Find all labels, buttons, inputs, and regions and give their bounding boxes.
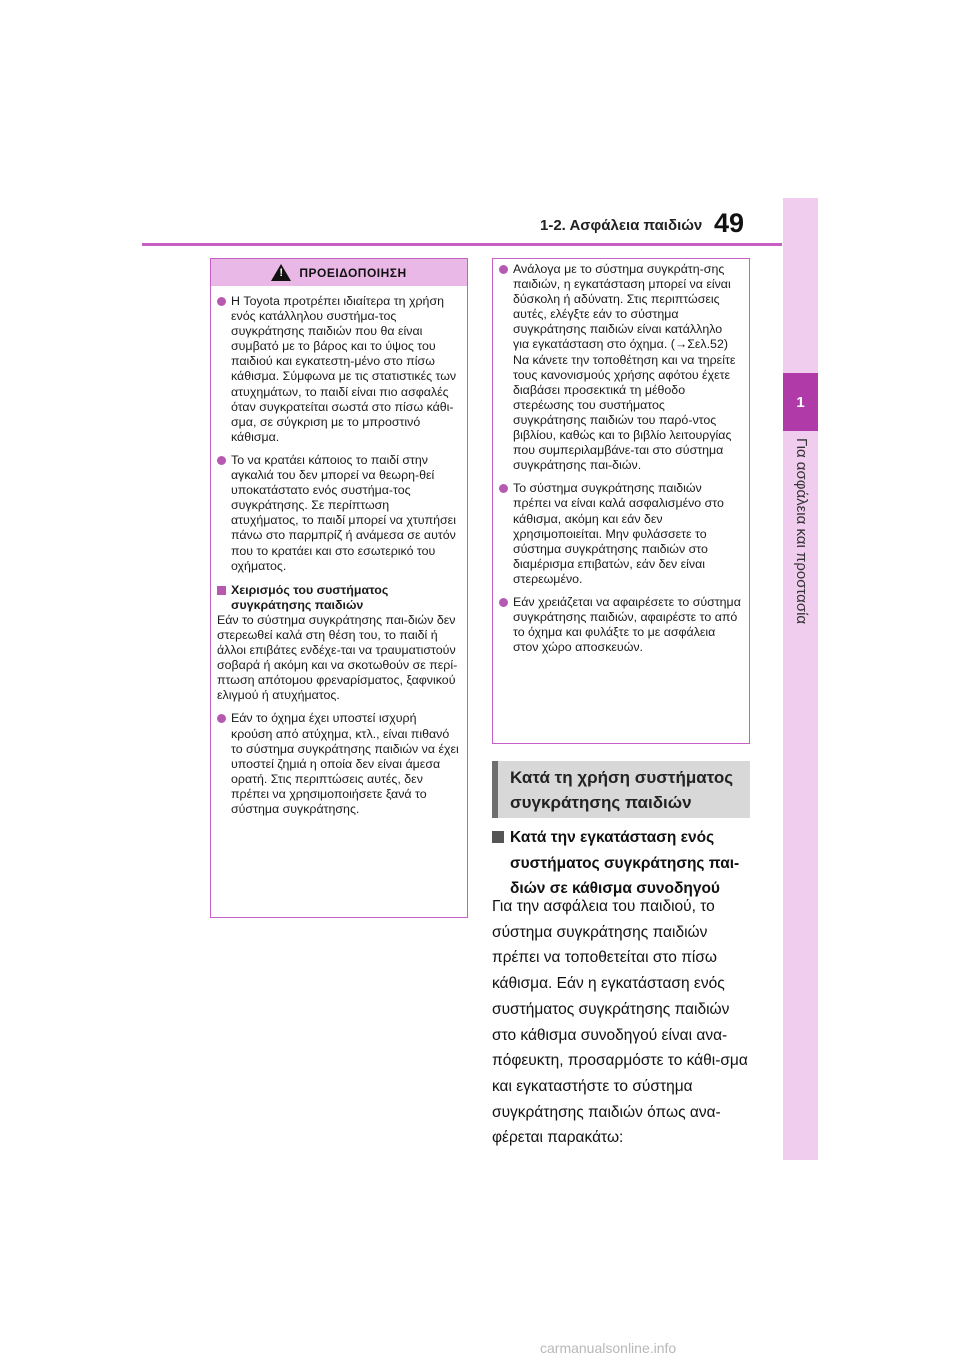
square-bullet-icon <box>492 831 504 843</box>
warning-bullet-text: Το να κρατάει κάποιος το παιδί στην αγκαλιά του δεν μπορεί να θεωρη-θεί υποκατάστατο ενός συστήμα-τος συγκράτησης. Σε περίπτωση ατυχήματος, το παιδί μπορεί να χτυπήσει πάνω στο παρμπρίζ ή ανάμεσα σε αυτόν που το κρατάει και στο εσωτερικό του οχήματος. <box>231 452 456 573</box>
warning-title: ΠΡΟΕΙΔΟΠΟΙΗΣΗ <box>299 265 407 280</box>
chapter-number-tab[interactable]: 1 <box>783 373 818 431</box>
warning-triangle-icon <box>271 264 291 281</box>
warning-bullet <box>499 262 741 473</box>
warning-bullet-text: Το σύστημα συγκράτησης παιδιών πρέπει να είναι καλά ασφαλισμένο στο κάθισμα, ακόμη και εάν δεν χρησιμοποιείται. Μην φυλάσσετε το σύστημα συγκράτησης παιδιών στο διαμέρισμα επιβατών, εάν δεν είναι στερεωμένο. <box>513 481 724 586</box>
bullet-dot-icon <box>217 714 226 723</box>
warning-box <box>210 258 468 918</box>
section-banner: Κατά τη χρήση συστήματος συγκράτησης παιδιών <box>492 761 750 818</box>
section-heading-text: Κατά την εγκατάσταση ενός συστήματος συγκράτησης παι-διών σε κάθισμα συνοδηγού <box>510 829 740 897</box>
warning-bullet <box>499 595 741 655</box>
warning-subsection-title-text: Χειρισμός του συστήματος συγκράτησης παιδιών <box>231 582 389 612</box>
warning-bullet <box>217 453 459 574</box>
bullet-dot-icon <box>499 484 508 493</box>
bullet-dot-icon <box>217 456 226 465</box>
warning-bullet-text: Εάν χρειάζεται να αφαιρέσετε το σύστημα συγκράτησης παιδιών, αφαιρέστε το από το όχημα και φυλάξτε το με ασφάλεια στον χώρο αποσκευών. <box>513 594 741 655</box>
section-paragraph: Για την ασφάλεια του παιδιού, το σύστημα συγκράτησης παιδιών πρέπει να τοποθετείται στο πίσω κάθισμα. Εάν η εγκατάσταση ενός συστήματος συγκράτησης παιδιών στο κάθισμα συνοδηγού είναι ανα-πόφευκτη, προσαρμόστε το κάθι-σμα και εγκαταστήστε το σύστημα συγκράτησης παιδιών όπως ανα-φέρεται παρακάτω: <box>492 898 748 1147</box>
header-rule <box>142 243 782 246</box>
warning-bullet <box>217 294 459 445</box>
warning-bullet-text: Ανάλογα με το σύστημα συγκράτη-σης παιδιών, η εγκατάσταση μπορεί να είναι δύσκολη ή αδύνατη. Στις περιπτώσεις αυτές, ελέγξτε εάν το σύστημα συγκράτησης παιδιών είναι κατάλληλο για εγκατάσταση στο όχημα. (→Σελ.52) Να κάνετε την τοποθέτηση και να τηρείτε τους κανονισμούς χρήσης αφότου έχετε διαβάσει προσεκτικά τη μέθοδο στερέωσης του συστήματος συγκράτησης παιδιών του παρό-ντος βιβλίου, καθώς και το βιβλίο λειτουργίας που συμπεριλαμβάνε-ται στο σύστημα συγκράτησης παι-διών. <box>513 262 736 473</box>
warning-continued-box <box>492 258 750 744</box>
warning-subsection-title <box>217 583 459 613</box>
watermark: carmanualsonline.info <box>540 1340 677 1356</box>
warning-bullet-text: Εάν το όχημα έχει υποστεί ισχυρή κρούση από ατύχημα, κτλ., είναι πιθανό το σύστημα συγκράτησης παιδιών να έχει υποστεί ζημιά η οποία δεν είναι άμεσα ορατή. Στις περιπτώσεις αυτές, δεν πρέπει να χρησιμοποιήσετε ξανά το σύστημα συγκράτησης. <box>231 711 459 816</box>
chapter-label: Για ασφάλεια και προστασία <box>793 438 810 625</box>
section-title: 1-2. Ασφάλεια παιδιών <box>540 217 703 234</box>
bullet-dot-icon <box>217 297 226 306</box>
section-heading <box>492 825 754 902</box>
page-number: 49 <box>714 208 745 238</box>
warning-bullet <box>217 711 459 817</box>
bullet-dot-icon <box>499 265 508 274</box>
side-tab-top <box>783 198 818 373</box>
warning-bullet-text: Η Toyota προτρέπει ιδιαίτερα τη χρήση ενός κατάλληλου συστήμα-τος συγκράτησης παιδιών που θα είναι συμβατό με το βάρος και το ύψος του παιδιού και εγκατεστη-μένο στο πίσω κάθισμα. Σύμφωνα με τις στατιστικές των ατυχημάτων, το παιδί είναι πιο ασφαλές όταν συγκρατείται σωστά στο πίσω κάθι-σμα, σε σύγκριση με το μπροστινό κάθισμα. <box>231 294 457 444</box>
warning-subsection-text: Εάν το σύστημα συγκράτησης παι-διών δεν στερεωθεί καλά στη θέση του, το παιδί ή άλλοι επιβάτες ενδέχε-ται να τραυματιστούν σοβαρά ή ακόμη και να σκοτωθούν σε περί-πτωση απότομου φρεναρίσματος, ξαφνικού ελιγμού ή ατυχήματος. <box>217 612 458 703</box>
warning-bullet <box>499 481 741 587</box>
bullet-dot-icon <box>499 598 508 607</box>
square-bullet-icon <box>217 586 226 595</box>
warning-header <box>211 259 467 286</box>
